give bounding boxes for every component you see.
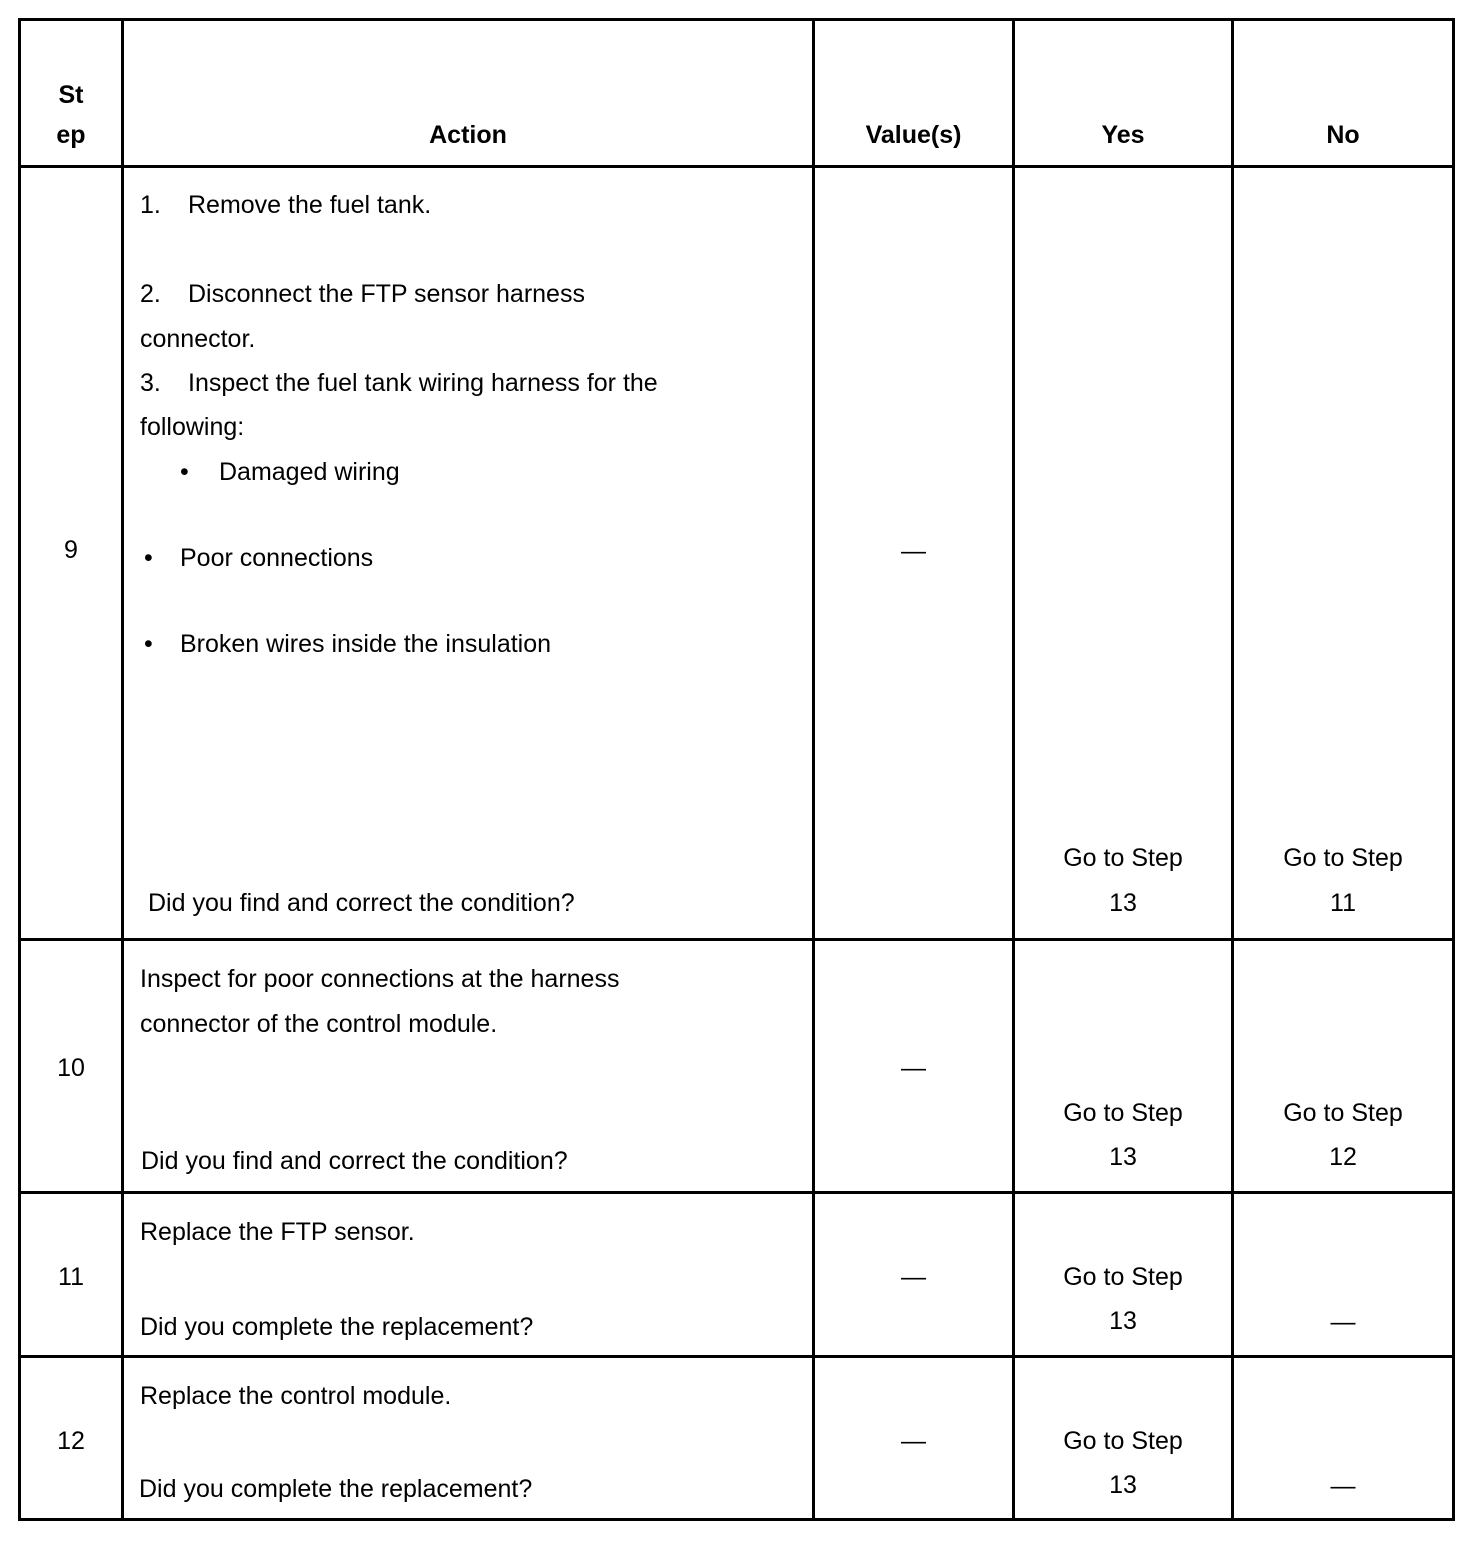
- value-text: —: [901, 1054, 926, 1082]
- yes-step-number: 13: [1109, 1143, 1137, 1171]
- action-text: connector of the control module.: [140, 1010, 498, 1038]
- header-no: [1233, 20, 1454, 167]
- bullet-icon: •: [144, 544, 153, 572]
- yes-step-number: 13: [1109, 1471, 1137, 1499]
- question-text: Did you find and correct the condition?: [141, 1147, 568, 1175]
- action-text: Inspect the fuel tank wiring harness for the: [188, 369, 658, 397]
- no-cell: [1233, 940, 1454, 1193]
- no-text: —: [1330, 1308, 1356, 1336]
- yes-cell: [1014, 940, 1233, 1193]
- action-cell: [123, 1357, 814, 1520]
- action-text: Replace the FTP sensor.: [140, 1218, 415, 1246]
- header-action-label: Action: [429, 121, 507, 149]
- header-no-label: No: [1326, 121, 1360, 149]
- diagnostic-table: [18, 18, 1455, 1521]
- action-text: Disconnect the FTP sensor harness: [188, 280, 585, 308]
- yes-text: Go to Step: [1063, 1099, 1183, 1127]
- no-text: —: [1330, 1472, 1356, 1500]
- table-row: [20, 1193, 1454, 1357]
- bullet-icon: •: [144, 630, 153, 658]
- step-number: 9: [64, 536, 78, 564]
- bullet-text: Broken wires inside the insulation: [180, 630, 552, 658]
- list-number: 2.: [140, 280, 161, 308]
- header-values: [814, 20, 1014, 167]
- step-cell: [20, 940, 123, 1193]
- header-step-line1: St: [58, 81, 84, 109]
- no-step-number: 12: [1329, 1143, 1357, 1171]
- no-text: Go to Step: [1283, 1099, 1403, 1127]
- header-row: [20, 20, 1454, 167]
- yes-cell: [1014, 1357, 1233, 1520]
- header-step-line2: ep: [56, 121, 86, 149]
- no-cell: [1233, 1193, 1454, 1357]
- no-cell: [1233, 1357, 1454, 1520]
- step-cell: [20, 167, 123, 940]
- bullet-text: Poor connections: [180, 544, 374, 572]
- action-cell: [123, 1193, 814, 1357]
- yes-cell: [1014, 167, 1233, 940]
- header-yes: [1014, 20, 1233, 167]
- yes-step-number: 13: [1109, 1307, 1137, 1335]
- value-cell: [814, 1357, 1014, 1520]
- list-number: 1.: [140, 191, 161, 219]
- value-text: —: [901, 1263, 926, 1291]
- value-cell: [814, 1193, 1014, 1357]
- no-text: Go to Step: [1283, 844, 1403, 872]
- value-cell: [814, 940, 1014, 1193]
- action-text: following:: [140, 413, 245, 441]
- value-cell: [814, 167, 1014, 940]
- yes-text: Go to Step: [1063, 844, 1183, 872]
- no-step-number: 11: [1330, 889, 1356, 917]
- step-cell: [20, 1193, 123, 1357]
- action-text: Inspect for poor connections at the harness: [140, 965, 620, 993]
- table-row: [20, 1357, 1454, 1520]
- question-text: Did you find and correct the condition?: [148, 889, 575, 917]
- step-number: 10: [57, 1054, 85, 1082]
- bullet-icon: •: [180, 458, 189, 486]
- table-row: [20, 940, 1454, 1193]
- step-number: 11: [58, 1263, 84, 1291]
- step-cell: [20, 1357, 123, 1520]
- question-text: Did you complete the replacement?: [140, 1313, 534, 1341]
- action-text: connector.: [140, 325, 256, 353]
- action-cell: [123, 940, 814, 1193]
- yes-text: Go to Step: [1063, 1427, 1183, 1455]
- no-cell: [1233, 167, 1454, 940]
- action-cell: [123, 167, 814, 940]
- header-yes-label: Yes: [1101, 121, 1145, 149]
- header-action: [123, 20, 814, 167]
- yes-step-number: 13: [1109, 889, 1137, 917]
- header-step: [20, 20, 123, 167]
- yes-text: Go to Step: [1063, 1263, 1183, 1291]
- yes-cell: [1014, 1193, 1233, 1357]
- header-values-label: Value(s): [865, 121, 962, 149]
- action-text: Replace the control module.: [140, 1382, 452, 1410]
- list-number: 3.: [140, 369, 161, 397]
- bullet-text: Damaged wiring: [219, 458, 400, 486]
- action-text: Remove the fuel tank.: [188, 191, 432, 219]
- step-number: 12: [57, 1427, 85, 1455]
- value-text: —: [901, 1427, 926, 1455]
- table-row: [20, 167, 1454, 940]
- value-text: —: [901, 537, 926, 565]
- question-text: Did you complete the replacement?: [139, 1475, 533, 1503]
